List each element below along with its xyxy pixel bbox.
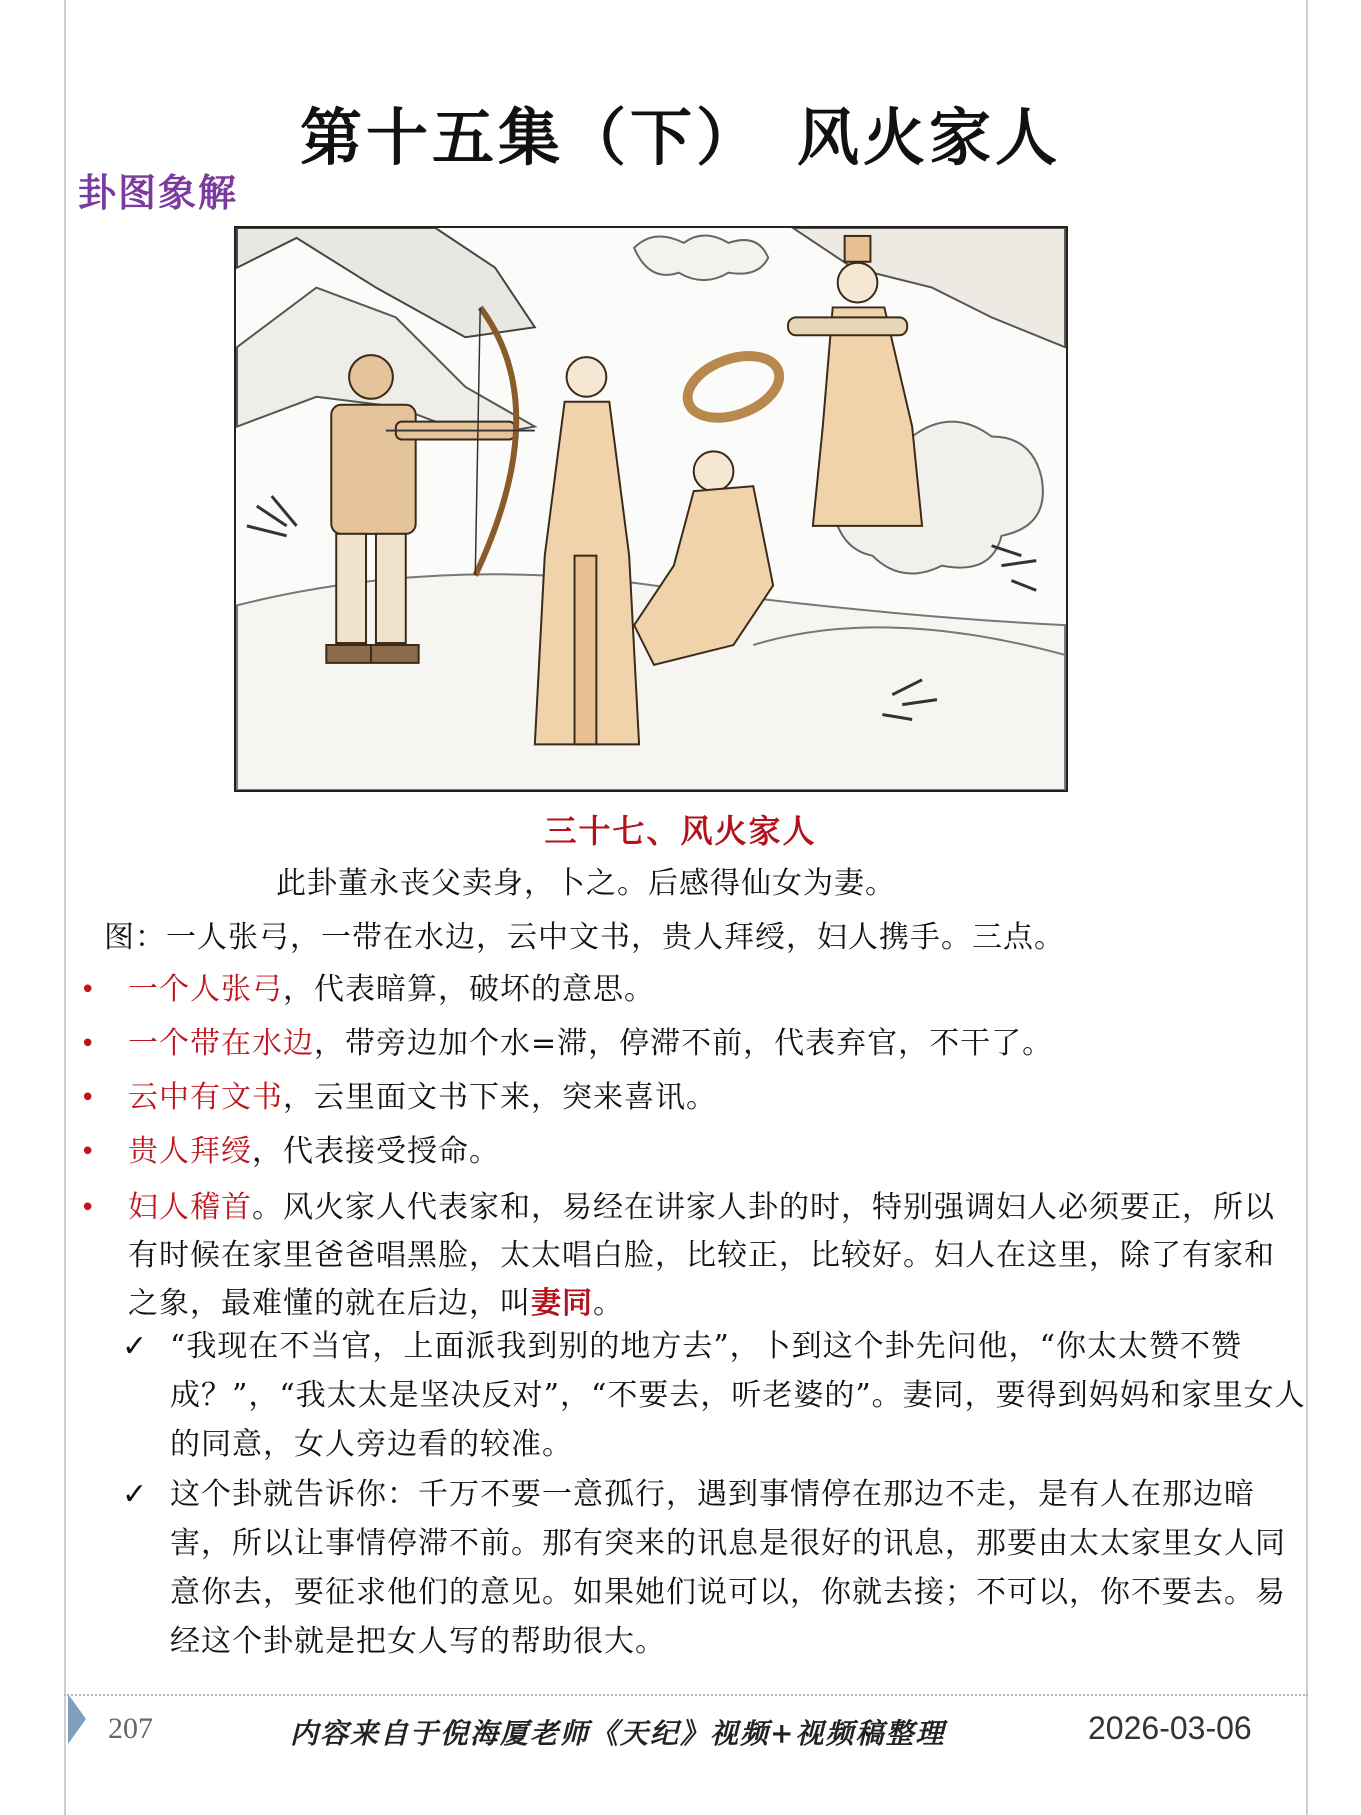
hexagram-illustration: [234, 226, 1068, 792]
bullet-highlight: 云中有文书: [128, 1080, 283, 1115]
bullet-mark: •: [80, 975, 97, 1005]
bullet-highlight: 一个人张弓: [128, 972, 283, 1007]
footer-date: 2026-03-06: [1088, 1710, 1252, 1746]
bullet-text: ，代表暗算，破坏的意思。: [283, 972, 655, 1007]
check-mark-icon: ✓: [122, 1477, 149, 1512]
check-text: 这个卦就告诉你：千万不要一意孤行，遇到事情停在那边不走，是有人在那边暗害，所以让事情停滞不前。那有突来的讯息是很好的讯息，那要由太太家里女人同意你去，要征求他们的意见。如果她们说可以，你就去接；不可以，你不要去。易经这个卦就是把女人写的帮助很大。: [170, 1477, 1286, 1659]
page-frame-left: [64, 0, 66, 1815]
bullet-emphasis: 妻同: [531, 1286, 593, 1321]
hexagram-caption: 三十七、风火家人: [544, 812, 817, 850]
bullet-highlight: 妇人稽首: [128, 1190, 252, 1225]
check-mark-icon: ✓: [122, 1329, 149, 1364]
bullet-mark: •: [80, 1083, 97, 1113]
bullet-text: ，云里面文书下来，突来喜讯。: [283, 1080, 717, 1115]
check-text: “我现在不当官，上面派我到别的地方去”，卜到这个卦先问他，“你太太赞不赞成？”，“我太太是坚决反对”，“不要去，听老婆的”。妻同，要得到妈妈和家里女人的同意，女人旁边看的较准。: [170, 1329, 1306, 1462]
page-number: 207: [108, 1712, 153, 1745]
page-title: 第十五集（下） 风火家人: [299, 101, 1061, 174]
section-label: 卦图象解: [78, 170, 239, 215]
bullet-highlight: 贵人拜绶: [128, 1134, 252, 1169]
bullet-mark: •: [80, 1029, 97, 1059]
bullet-text: 。风火家人代表家和，易经在讲家人卦的时，特别强调妇人必须要正，所以有时候在家里爸爸唱黑脸，太太唱白脸，比较正，比较好。妇人在这里，除了有家和之象，最难懂的就在后边，叫: [128, 1190, 1275, 1321]
intro-line-2: 图：一人张弓，一带在水边，云中文书，贵人拜绶，妇人携手。三点。: [104, 920, 1065, 955]
bullet-text: ，代表接受授命。: [252, 1134, 500, 1169]
bullet-mark: •: [80, 1193, 97, 1223]
footer-divider: [64, 1694, 1308, 1696]
footer-source: 内容来自于倪海厦老师《天纪》视频+视频稿整理: [290, 1717, 946, 1750]
bullet-highlight: 一个带在水边: [128, 1026, 314, 1061]
bullet-tail: 。: [593, 1286, 624, 1321]
footer-triangle-icon: [68, 1694, 86, 1744]
bullet-mark: •: [80, 1137, 97, 1167]
bullet-text: ，带旁边加个水=滞，停滞不前，代表弃官，不干了。: [314, 1026, 1054, 1061]
intro-line-1: 此卦董永丧父卖身，卜之。后感得仙女为妻。: [276, 866, 896, 901]
